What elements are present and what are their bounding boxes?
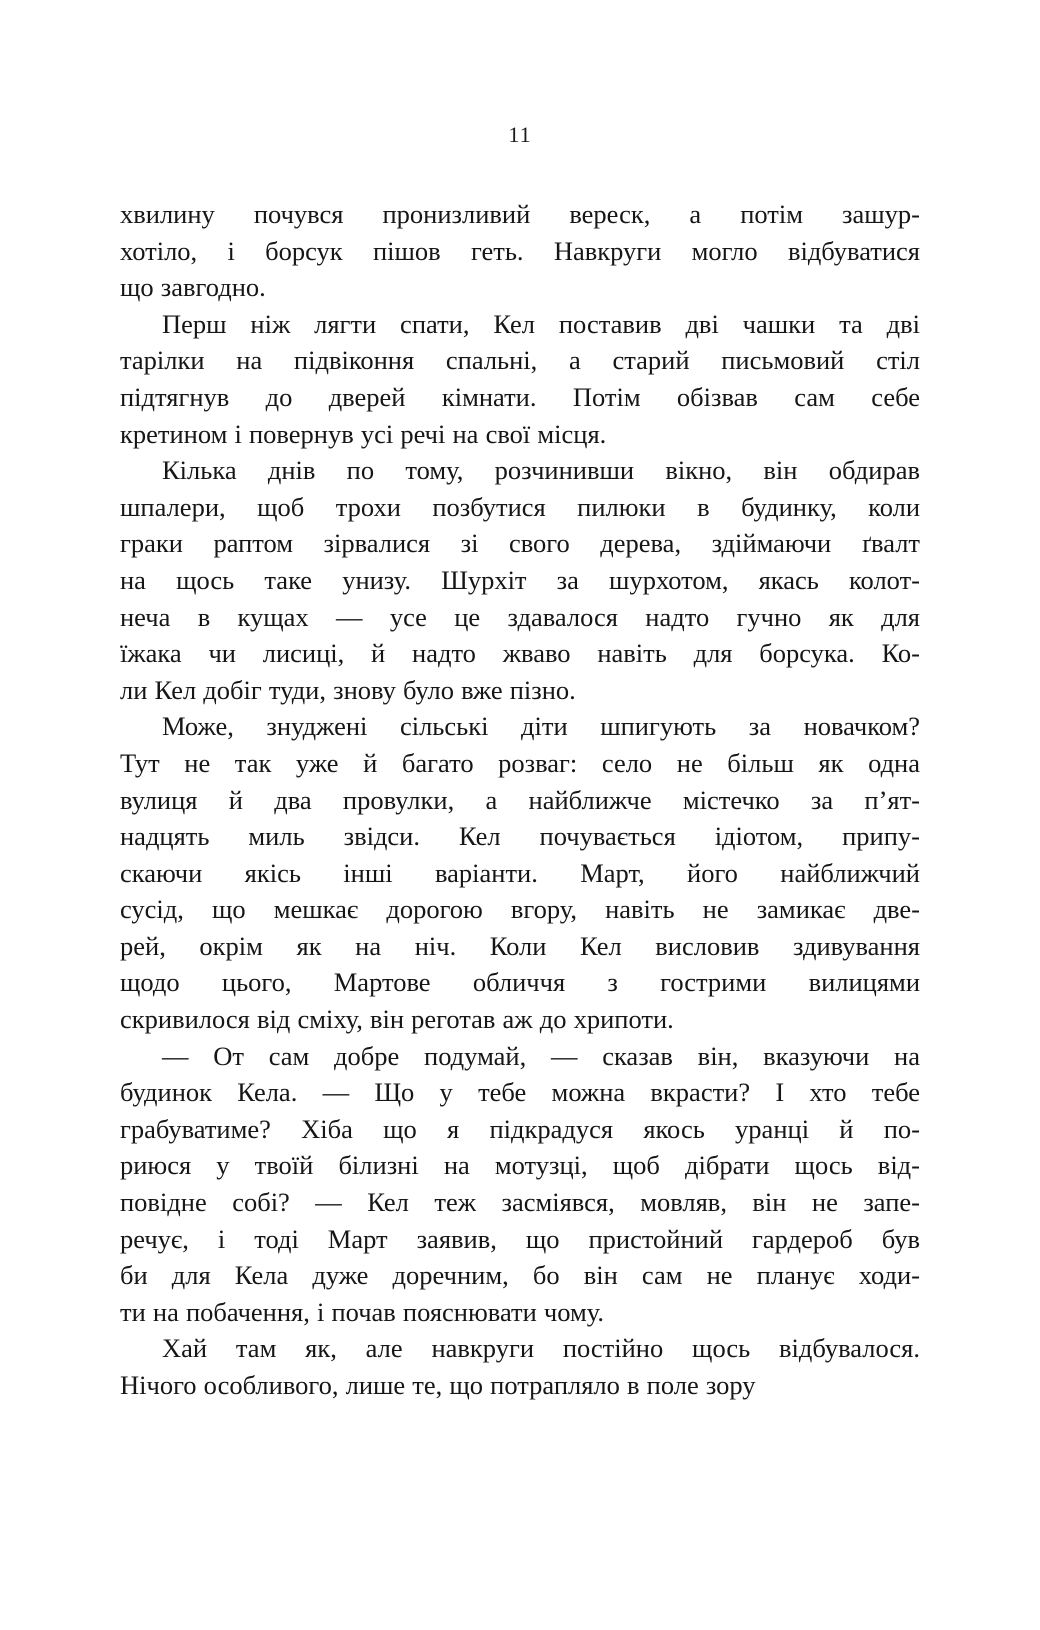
text-line: Може, знуджені сільські діти шпигують за новачком? [162,711,920,742]
text-line: Кілька днів по тому, розчинивши вікно, він обдирав [162,455,920,486]
text-line: грабуватиме? Хіба що я підкрадуся якось уранці й по- [120,1113,920,1144]
text-line: Тут не так уже й багато розваг: село не більш як одна [120,747,920,778]
text-line: надцять миль звідси. Кел почувається ідіотом, припу- [120,821,920,852]
text-line: рей, окрім як на ніч. Коли Кел висловив здивування [120,930,920,961]
text-line: — От сам добре подумай, — сказав він, вказуючи на [162,1040,920,1071]
text-block [120,196,920,1404]
paragraph [120,306,920,452]
text-line: підтягнув до дверей кімнати. Потім обізвав сам себе [120,381,920,412]
text-line: Перш ніж лягти спати, Кел поставив дві чашки та дві [162,308,920,339]
paragraph [120,708,920,1037]
paragraph [120,1330,920,1403]
text-line: вулиця й два провулки, а найближче містечко за п’ят- [120,784,920,815]
paragraph [120,452,920,708]
text-line: граки раптом зірвалися зі свого дерева, здіймаючи ґвалт [120,528,920,559]
paragraph [120,1038,920,1331]
text-line: шпалери, щоб трохи позбутися пилюки в будинку, коли [120,491,920,522]
text-line: сусід, що мешкає дорогою вгору, навіть не замикає две- [120,894,920,925]
text-line: будинок Кела. — Що у тебе можна вкрасти? І хто тебе [120,1077,920,1108]
text-line: риюся у твоїй білизні на мотузці, щоб дібрати щось від- [120,1150,920,1181]
text-line: скривилося від сміху, він реготав аж до хрипоти. [120,1004,674,1035]
text-line: ли Кел добіг туди, знову було вже пізно. [120,674,576,705]
text-line: неча в кущах — усе це здавалося надто гучно як для [120,601,920,632]
text-line: кретином і повернув усі речі на свої місця. [120,418,607,449]
text-line: хотіло, і борсук пішов геть. Навкруги могло відбуватися [120,235,920,266]
text-line: речує, і тоді Март заявив, що пристойний гардероб був [120,1223,920,1254]
text-line: на щось таке унизу. Шурхіт за шурхотом, якась колот- [120,564,920,595]
text-line: Хай там як, але навкруги постійно щось відбувалося. [162,1333,920,1364]
text-line: повідне собі? — Кел теж засміявся, мовляв, він не запе- [120,1187,920,1218]
text-line: скаючи якісь інші варіанти. Март, його найближчий [120,857,920,888]
page-number: 11 [508,122,532,147]
text-line: щодо цього, Мартове обличчя з гострими вилицями [120,967,920,998]
text-line: їжака чи лисиці, й надто жваво навіть для борсука. Ко- [120,638,920,669]
text-line: хвилину почувся пронизливий вереск, а потім зашур- [120,199,920,229]
paragraph [120,196,920,306]
text-line: Нічого особливого, лише те, що потрапляло в поле зору [120,1370,756,1400]
text-line: що завгодно. [120,272,266,303]
text-line: ти на побачення, і почав пояснювати чому. [120,1296,604,1327]
text-line: тарілки на підвіконня спальні, а старий письмовий стіл [120,345,920,376]
text-line: би для Кела дуже доречним, бо він сам не планує ходи- [120,1260,920,1291]
